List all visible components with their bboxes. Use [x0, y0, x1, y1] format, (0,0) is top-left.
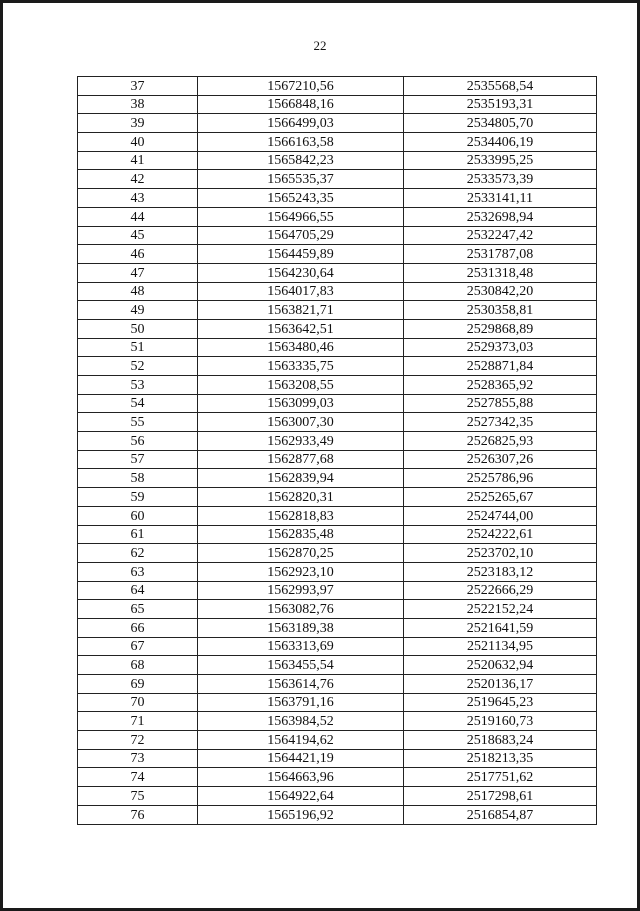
point-number-cell: 50 [78, 319, 198, 338]
table-row [78, 245, 597, 264]
point-number-cell: 56 [78, 432, 198, 451]
table-row [78, 469, 597, 488]
x-coordinate-cell: 1562870,25 [198, 544, 404, 563]
table-row [78, 133, 597, 152]
x-coordinate-cell: 1564922,64 [198, 787, 404, 806]
point-number-cell: 74 [78, 768, 198, 787]
x-coordinate-cell: 1567210,56 [198, 77, 404, 96]
point-number-cell: 55 [78, 413, 198, 432]
y-coordinate-cell: 2531318,48 [404, 263, 597, 282]
x-coordinate-cell: 1564459,89 [198, 245, 404, 264]
point-number-cell: 38 [78, 95, 198, 114]
table-row [78, 637, 597, 656]
x-coordinate-cell: 1563480,46 [198, 338, 404, 357]
point-number-cell: 59 [78, 488, 198, 507]
y-coordinate-cell: 2531787,08 [404, 245, 597, 264]
x-coordinate-cell: 1566848,16 [198, 95, 404, 114]
y-coordinate-cell: 2523183,12 [404, 562, 597, 581]
x-coordinate-cell: 1565535,37 [198, 170, 404, 189]
page-number: 22 [313, 38, 327, 53]
table-row [78, 282, 597, 301]
y-coordinate-cell: 2527342,35 [404, 413, 597, 432]
table-row [78, 114, 597, 133]
point-number-cell: 60 [78, 506, 198, 525]
coordinates-table [77, 76, 597, 825]
y-coordinate-cell: 2520632,94 [404, 656, 597, 675]
y-coordinate-cell: 2535193,31 [404, 95, 597, 114]
point-number-cell: 54 [78, 394, 198, 413]
table-row [78, 581, 597, 600]
table-row [78, 562, 597, 581]
y-coordinate-cell: 2528365,92 [404, 376, 597, 395]
y-coordinate-cell: 2526307,26 [404, 450, 597, 469]
point-number-cell: 41 [78, 151, 198, 170]
x-coordinate-cell: 1563791,16 [198, 693, 404, 712]
point-number-cell: 51 [78, 338, 198, 357]
x-coordinate-cell: 1566499,03 [198, 114, 404, 133]
y-coordinate-cell: 2532247,42 [404, 226, 597, 245]
point-number-cell: 75 [78, 787, 198, 806]
y-coordinate-cell: 2519645,23 [404, 693, 597, 712]
table-row [78, 413, 597, 432]
point-number-cell: 71 [78, 712, 198, 731]
point-number-cell: 58 [78, 469, 198, 488]
x-coordinate-cell: 1564663,96 [198, 768, 404, 787]
point-number-cell: 37 [78, 77, 198, 96]
point-number-cell: 65 [78, 600, 198, 619]
table-row [78, 749, 597, 768]
y-coordinate-cell: 2526825,93 [404, 432, 597, 451]
table-row [78, 376, 597, 395]
table-row [78, 488, 597, 507]
y-coordinate-cell: 2518683,24 [404, 731, 597, 750]
point-number-cell: 62 [78, 544, 198, 563]
x-coordinate-cell: 1563642,51 [198, 319, 404, 338]
table-row [78, 357, 597, 376]
table-row [78, 525, 597, 544]
y-coordinate-cell: 2524222,61 [404, 525, 597, 544]
x-coordinate-cell: 1563335,75 [198, 357, 404, 376]
y-coordinate-cell: 2534805,70 [404, 114, 597, 133]
point-number-cell: 44 [78, 207, 198, 226]
table-row [78, 768, 597, 787]
table-row [78, 263, 597, 282]
y-coordinate-cell: 2522666,29 [404, 581, 597, 600]
point-number-cell: 52 [78, 357, 198, 376]
table-row [78, 693, 597, 712]
x-coordinate-cell: 1563455,54 [198, 656, 404, 675]
point-number-cell: 61 [78, 525, 198, 544]
table-row [78, 432, 597, 451]
point-number-cell: 66 [78, 618, 198, 637]
point-number-cell: 73 [78, 749, 198, 768]
point-number-cell: 42 [78, 170, 198, 189]
y-coordinate-cell: 2529373,03 [404, 338, 597, 357]
y-coordinate-cell: 2532698,94 [404, 207, 597, 226]
table-row [78, 301, 597, 320]
point-number-cell: 68 [78, 656, 198, 675]
table-row [78, 731, 597, 750]
page-border-left [0, 0, 3, 911]
y-coordinate-cell: 2520136,17 [404, 675, 597, 694]
y-coordinate-cell: 2523702,10 [404, 544, 597, 563]
y-coordinate-cell: 2517298,61 [404, 787, 597, 806]
point-number-cell: 69 [78, 675, 198, 694]
x-coordinate-cell: 1563099,03 [198, 394, 404, 413]
table-row [78, 600, 597, 619]
x-coordinate-cell: 1562835,48 [198, 525, 404, 544]
point-number-cell: 53 [78, 376, 198, 395]
point-number-cell: 46 [78, 245, 198, 264]
x-coordinate-cell: 1562877,68 [198, 450, 404, 469]
y-coordinate-cell: 2521641,59 [404, 618, 597, 637]
y-coordinate-cell: 2527855,88 [404, 394, 597, 413]
y-coordinate-cell: 2521134,95 [404, 637, 597, 656]
table-row [78, 226, 597, 245]
point-number-cell: 72 [78, 731, 198, 750]
x-coordinate-cell: 1563313,69 [198, 637, 404, 656]
y-coordinate-cell: 2528871,84 [404, 357, 597, 376]
y-coordinate-cell: 2533141,11 [404, 189, 597, 208]
point-number-cell: 57 [78, 450, 198, 469]
y-coordinate-cell: 2535568,54 [404, 77, 597, 96]
point-number-cell: 43 [78, 189, 198, 208]
x-coordinate-cell: 1564421,19 [198, 749, 404, 768]
table-row [78, 450, 597, 469]
point-number-cell: 40 [78, 133, 198, 152]
y-coordinate-cell: 2530358,81 [404, 301, 597, 320]
x-coordinate-cell: 1564230,64 [198, 263, 404, 282]
x-coordinate-cell: 1562923,10 [198, 562, 404, 581]
table-row [78, 319, 597, 338]
x-coordinate-cell: 1563614,76 [198, 675, 404, 694]
point-number-cell: 47 [78, 263, 198, 282]
table-row [78, 712, 597, 731]
table-row [78, 656, 597, 675]
x-coordinate-cell: 1562839,94 [198, 469, 404, 488]
point-number-cell: 67 [78, 637, 198, 656]
y-coordinate-cell: 2525786,96 [404, 469, 597, 488]
point-number-cell: 63 [78, 562, 198, 581]
coordinates-table-body [78, 77, 597, 825]
x-coordinate-cell: 1563007,30 [198, 413, 404, 432]
point-number-cell: 45 [78, 226, 198, 245]
y-coordinate-cell: 2530842,20 [404, 282, 597, 301]
x-coordinate-cell: 1563984,52 [198, 712, 404, 731]
table-row [78, 170, 597, 189]
x-coordinate-cell: 1564966,55 [198, 207, 404, 226]
y-coordinate-cell: 2533995,25 [404, 151, 597, 170]
y-coordinate-cell: 2519160,73 [404, 712, 597, 731]
x-coordinate-cell: 1565243,35 [198, 189, 404, 208]
x-coordinate-cell: 1562818,83 [198, 506, 404, 525]
table-row [78, 506, 597, 525]
table-row [78, 338, 597, 357]
x-coordinate-cell: 1566163,58 [198, 133, 404, 152]
table-row [78, 151, 597, 170]
point-number-cell: 76 [78, 805, 198, 824]
page-border-top [0, 0, 640, 3]
x-coordinate-cell: 1563208,55 [198, 376, 404, 395]
table-row [78, 95, 597, 114]
table-row [78, 77, 597, 96]
x-coordinate-cell: 1564017,83 [198, 282, 404, 301]
point-number-cell: 48 [78, 282, 198, 301]
table-row [78, 805, 597, 824]
table-row [78, 207, 597, 226]
y-coordinate-cell: 2518213,35 [404, 749, 597, 768]
x-coordinate-cell: 1563821,71 [198, 301, 404, 320]
table-row [78, 394, 597, 413]
y-coordinate-cell: 2524744,00 [404, 506, 597, 525]
x-coordinate-cell: 1562820,31 [198, 488, 404, 507]
table-row [78, 618, 597, 637]
table-row [78, 787, 597, 806]
table-row [78, 189, 597, 208]
x-coordinate-cell: 1565196,92 [198, 805, 404, 824]
x-coordinate-cell: 1562993,97 [198, 581, 404, 600]
y-coordinate-cell: 2516854,87 [404, 805, 597, 824]
x-coordinate-cell: 1564194,62 [198, 731, 404, 750]
y-coordinate-cell: 2529868,89 [404, 319, 597, 338]
point-number-cell: 49 [78, 301, 198, 320]
x-coordinate-cell: 1565842,23 [198, 151, 404, 170]
y-coordinate-cell: 2517751,62 [404, 768, 597, 787]
y-coordinate-cell: 2522152,24 [404, 600, 597, 619]
y-coordinate-cell: 2525265,67 [404, 488, 597, 507]
x-coordinate-cell: 1562933,49 [198, 432, 404, 451]
table-row [78, 675, 597, 694]
x-coordinate-cell: 1564705,29 [198, 226, 404, 245]
y-coordinate-cell: 2534406,19 [404, 133, 597, 152]
point-number-cell: 64 [78, 581, 198, 600]
x-coordinate-cell: 1563082,76 [198, 600, 404, 619]
point-number-cell: 39 [78, 114, 198, 133]
point-number-cell: 70 [78, 693, 198, 712]
x-coordinate-cell: 1563189,38 [198, 618, 404, 637]
y-coordinate-cell: 2533573,39 [404, 170, 597, 189]
table-row [78, 544, 597, 563]
